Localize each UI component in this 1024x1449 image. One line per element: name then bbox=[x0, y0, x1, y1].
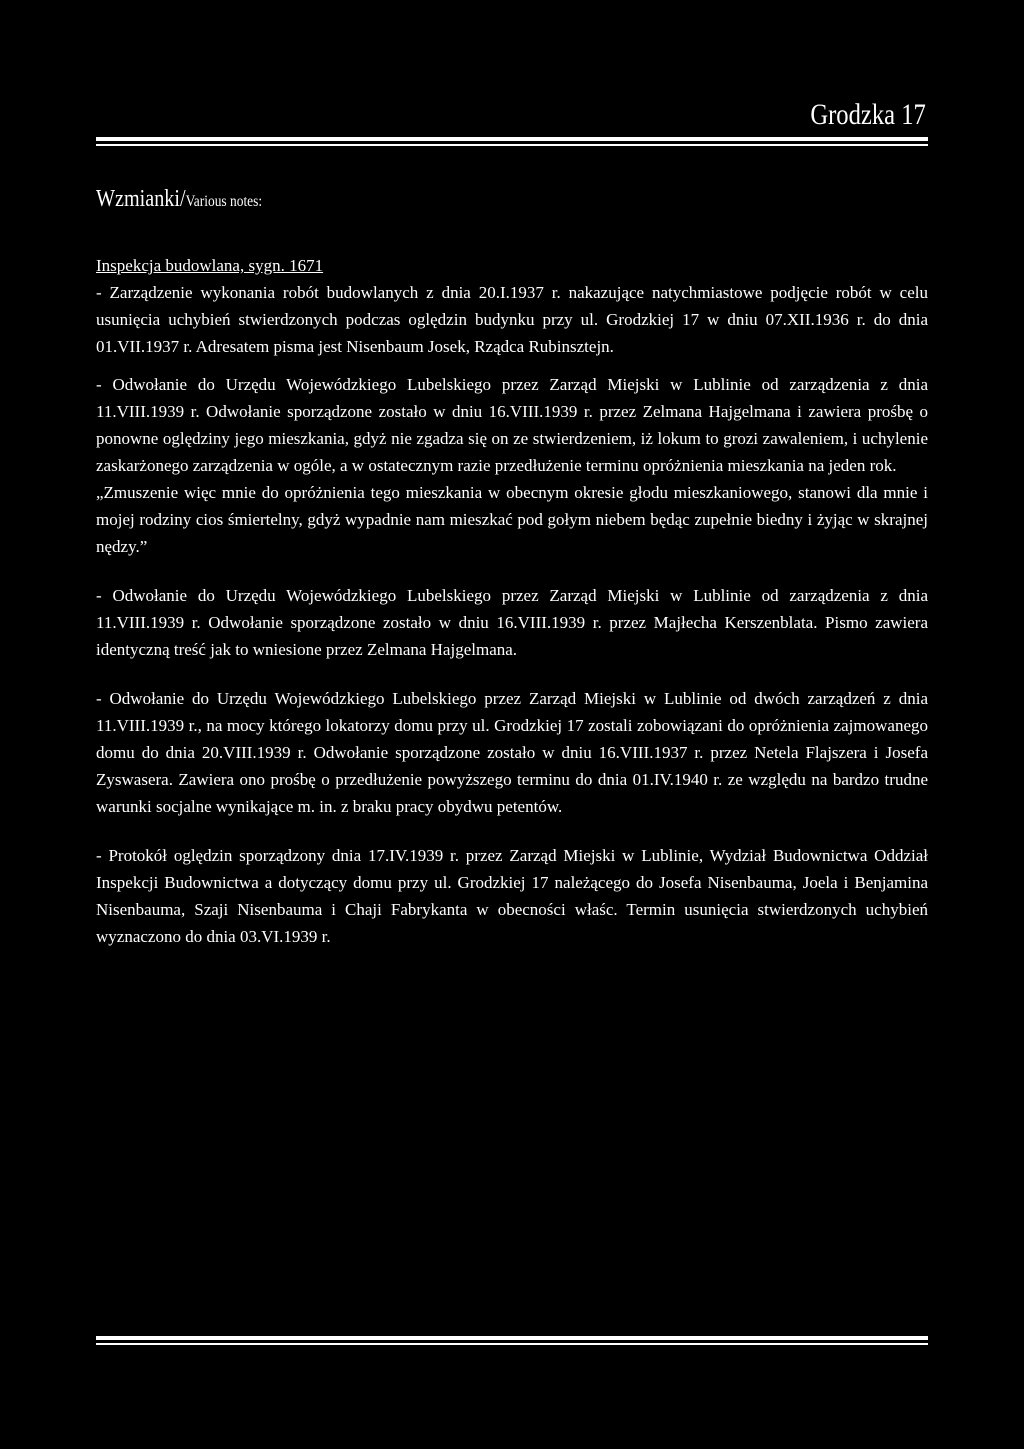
section-heading bbox=[96, 185, 600, 216]
note-paragraph-3: - Odwołanie do Urzędu Wojewódzkiego Lubelskiego przez Zarząd Miejski w Lublinie od zarządzenia z dnia 11.VIII.1939 r. Odwołanie sporządzone zostało w dniu 16.VIII.1939 r. przez Majłecha Kerszenblata. Pismo zawiera identyczną treść jak to wniesione przez Zelmana Hajgelmana. bbox=[96, 586, 928, 659]
note-paragraph-5: - Protokół oględzin sporządzony dnia 17.IV.1939 r. przez Zarząd Miejski w Lublinie, Wydział Budownictwa Oddział Inspekcji Budownictwa a dotyczący domu przy ul. Grodzkiej 17 należącego do Josefa Nisenbauma, Joela i Benjamina Nisenbauma, Szaji Nisenbauma i Chaji Fabrykanta w obecności właśc. Termin usunięcia stwierdzonych uchybień wyznaczono do dnia 03.VI.1939 r. bbox=[96, 846, 928, 946]
footer-rule-thick bbox=[96, 1336, 928, 1340]
notes-body bbox=[96, 252, 928, 950]
footer-double-rule bbox=[96, 1336, 928, 1345]
note-paragraph-1: - Zarządzenie wykonania robót budowlanych z dnia 20.I.1937 r. nakazujące natychmiastowe podjęcie robót w celu usunięcia uchybień stwierdzonych podczas oględzin budynku przy ul. Grodzkiej 17 w dniu 07.XII.1936 r. do dnia 01.VII.1937 r. Adresatem pisma jest Nisenbaum Josek, Rządca Rubinsztejn. bbox=[96, 283, 928, 356]
note-paragraph-4: - Odwołanie do Urzędu Wojewódzkiego Lubelskiego przez Zarząd Miejski w Lublinie od dwóch zarządzeń z dnia 11.VIII.1939 r., na mocy którego lokatorzy domu przy ul. Grodzkiej 17 zostali zobowiązani do opróżnienia zajmowanego domu do dnia 20.VIII.1939 r. Odwołanie sporządzone zostało w dniu 16.VIII.1937 r. przez Netela Flajszera i Josefa Zyswasera. Zawiera ono prośbę o przedłużenie powyższego terminu do dnia 01.IV.1940 r. ze względu na bardzo trudne warunki socjalne wynikające m. in. z braku pracy obydwu petentów. bbox=[96, 689, 928, 816]
note-quote: „Zmuszenie więc mnie do opróżnienia tego mieszkania w obecnym okresie głodu mieszkaniowego, stanowi dla mnie i mojej rodziny cios śmiertelny, gdyż wypadnie nam mieszkać pod gołym niebem będąc zupełnie biedny i żyjąc w skrajnej nędzy.” bbox=[96, 483, 928, 556]
section-heading-sub: Various notes: bbox=[185, 193, 263, 210]
header-double-rule bbox=[96, 137, 928, 146]
section-heading-main: Wzmianki/ bbox=[96, 186, 186, 212]
note-paragraph-2: - Odwołanie do Urzędu Wojewódzkiego Lubelskiego przez Zarząd Miejski w Lublinie od zarządzenia z dnia 11.VIII.1939 r. Odwołanie sporządzone zostało w dniu 16.VIII.1939 r. przez Zelmana Hajgelmana i zawiera prośbę o ponowne oględziny jego mieszkania, gdyż nie zgadza się on ze stwierdzeniem, iż lokum to grozi zawaleniem, i uchylenie zaskarżonego zarządzenia w ogóle, a w ostatecznym razie przedłużenie terminu opróżnienia mieszkania na jeden rok. bbox=[96, 375, 928, 475]
source-reference: Inspekcja budowlana, sygn. 1671 bbox=[96, 256, 324, 275]
page-title: Grodzka 17 bbox=[810, 98, 926, 131]
footer-rule-thin bbox=[96, 1343, 928, 1345]
header-rule-thin bbox=[96, 144, 928, 146]
header-rule-thick bbox=[96, 137, 928, 141]
page-header bbox=[96, 100, 928, 130]
